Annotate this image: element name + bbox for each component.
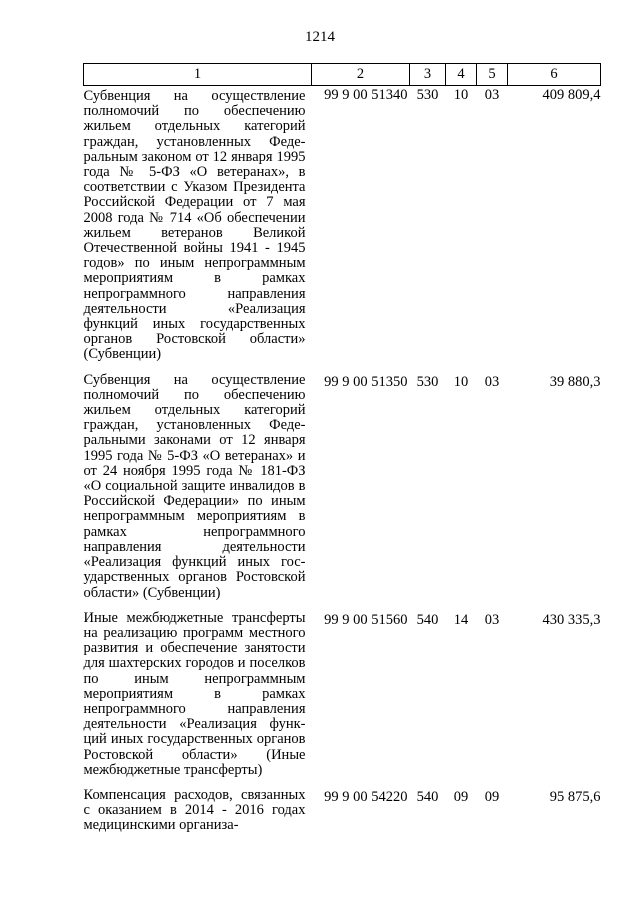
row-col4: 09 xyxy=(453,788,469,805)
row-code: 99 9 00 51560 xyxy=(324,611,408,628)
row-code: 99 9 00 51340 xyxy=(324,87,408,103)
row-col4: 10 xyxy=(453,87,469,103)
column-header-1: 1 xyxy=(84,64,312,86)
row-col5: 03 xyxy=(484,87,500,103)
table-row xyxy=(84,373,601,611)
column-header-3: 3 xyxy=(410,64,446,86)
row-description: Компенсация расходов, связанных с оказанием в 2014 - 2016 годах медицинскими организа- xyxy=(83,786,306,834)
table-header-row xyxy=(84,64,601,86)
column-header-2: 2 xyxy=(312,64,410,86)
row-col4: 14 xyxy=(453,611,469,628)
row-description: Субвенция на осуществление полномочий по обеспечению жильем отдельных категорий граждан, установленных Федеральным законом от 12 января 1995 года № 5-ФЗ «О ветеранах», в соответствии с Указом Президента Российской Федерации от 7 мая 2008 года № 714 «Об обеспечении жильем ветеранов Великой Отечественной войны 1941 - 1945 годов» по иным непрограммным мероприятиям в рамках непрограммного направления деятельности «Реализация функций иных государственных органов Ростовской области» (Субвенции) xyxy=(83,88,306,363)
row-col4: 10 xyxy=(453,373,469,390)
row-amount: 39 880,3 xyxy=(549,373,601,390)
column-header-5: 5 xyxy=(477,64,508,86)
column-header-6: 6 xyxy=(508,64,601,86)
row-amount: 409 809,4 xyxy=(542,87,601,103)
row-description: Субвенция на осуществление полномочий по обеспечению жильем отдельных категорий граждан, установленных Федеральными законами от 12 января 1995 года № 5-ФЗ «О ветеранах» и от 24 ноября 1995 года № 181-ФЗ «О социальной защите инвалидов в Российской Федерации» по иным непрограммным мероприятиям в рамках непрограммного направления деятельности «Реализация функций иных государственных органов Ростовской области» (Субвенции) xyxy=(83,371,306,601)
row-code: 99 9 00 51350 xyxy=(324,373,408,390)
row-col3: 530 xyxy=(416,87,439,103)
row-amount: 95 875,6 xyxy=(549,788,601,805)
row-col5: 03 xyxy=(484,373,500,390)
row-col3: 540 xyxy=(416,788,439,805)
page-number: 1214 xyxy=(305,29,335,45)
table-row xyxy=(84,86,601,373)
table-row xyxy=(84,611,601,788)
column-header-4: 4 xyxy=(446,64,477,86)
row-col3: 540 xyxy=(416,611,439,628)
budget-table xyxy=(83,63,601,844)
row-description: Иные межбюджетные трансферты на реализацию программ местного развития и обеспечение занятости для шахтерских городов и поселков по иным непрограммным мероприятиям в рамках непрограммного направления деятельности «Реализация функций иных государственных органов Ростовской области» (Иные межбюджетные трансферты) xyxy=(83,609,306,778)
row-col5: 09 xyxy=(484,788,500,805)
row-col5: 03 xyxy=(484,611,500,628)
table-row xyxy=(84,788,601,844)
row-col3: 530 xyxy=(416,373,439,390)
row-code: 99 9 00 54220 xyxy=(324,788,408,805)
row-amount: 430 335,3 xyxy=(542,611,601,628)
